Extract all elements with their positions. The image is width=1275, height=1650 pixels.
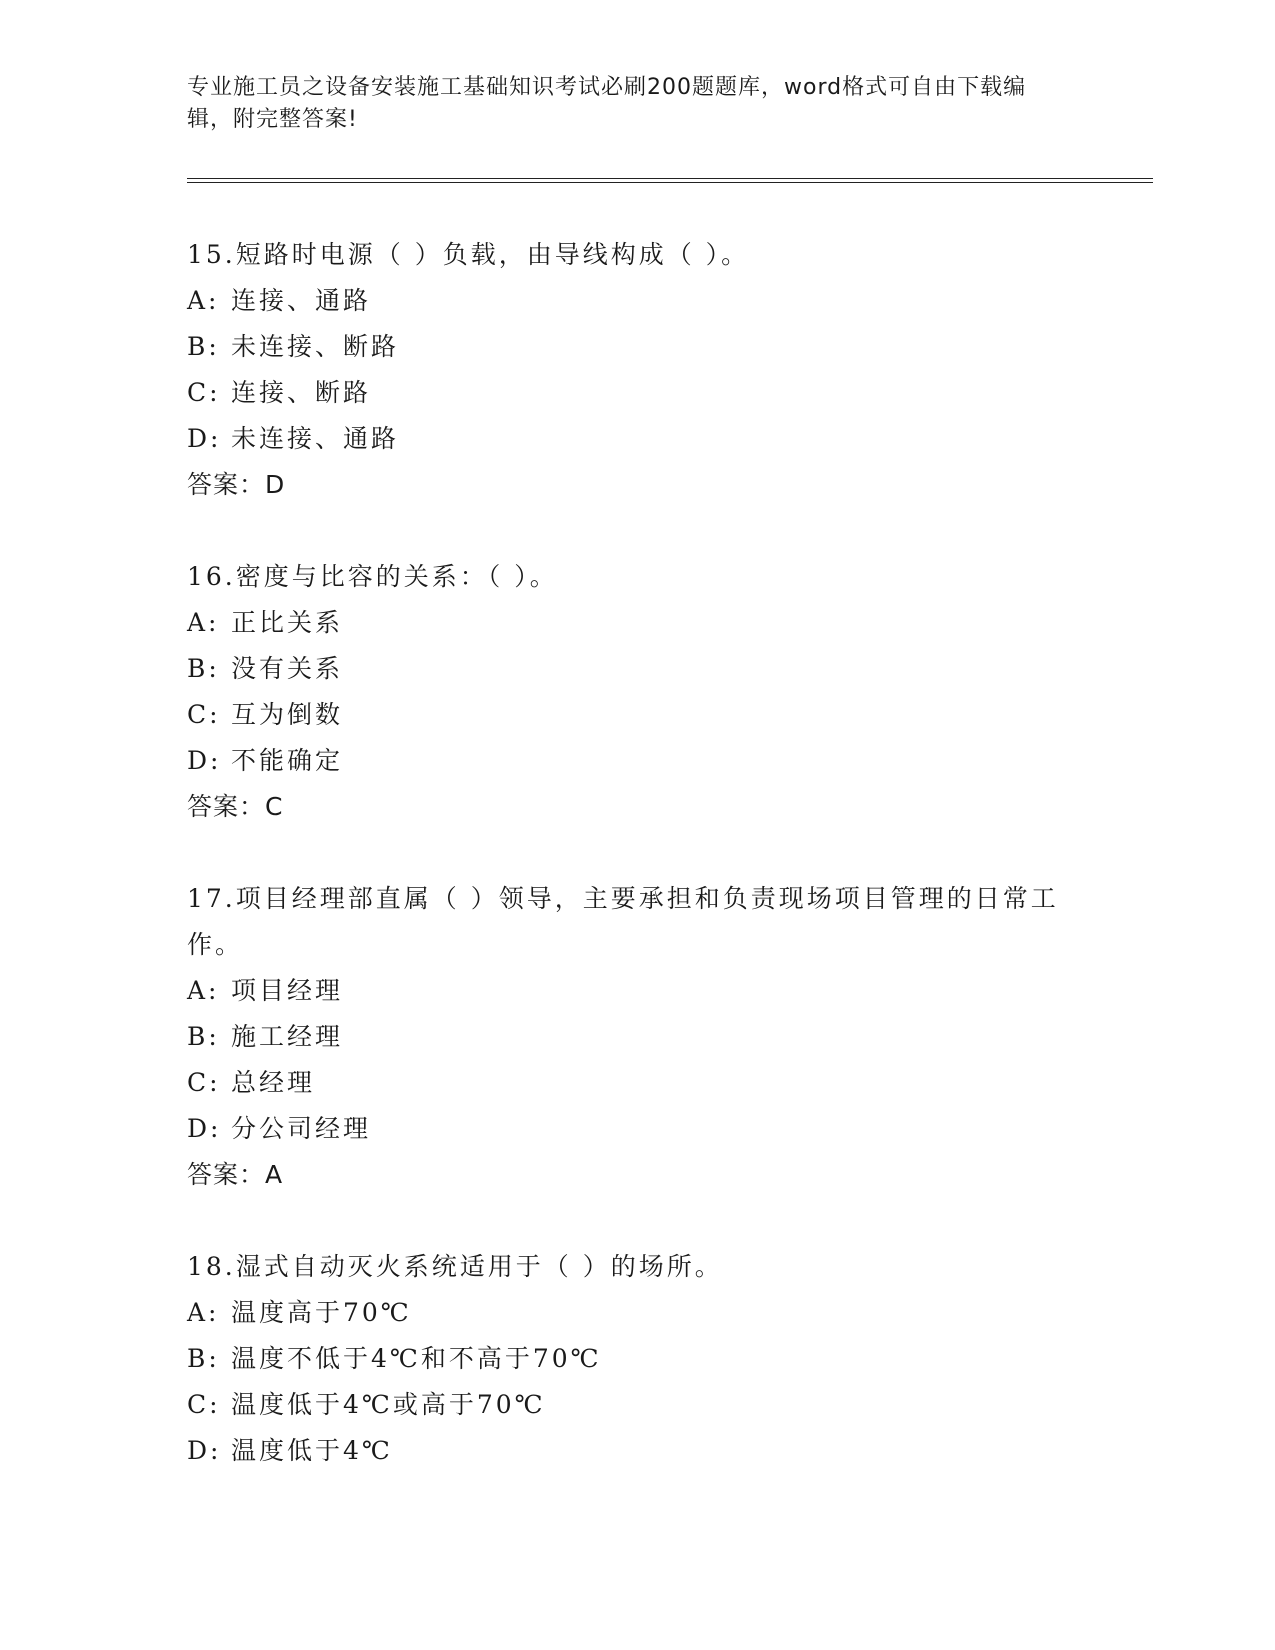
option-letter: C: — [187, 700, 221, 729]
option-a — [187, 600, 1067, 646]
option-d — [187, 1106, 1067, 1152]
question-15 — [187, 232, 1067, 508]
option-b — [187, 324, 1067, 370]
option-a — [187, 968, 1067, 1014]
option-letter: A: — [187, 1298, 220, 1327]
document-header — [187, 72, 1067, 136]
question-17 — [187, 876, 1067, 1198]
header-title: 专业施工员之设备安装施工基础知识考试必刷200题题库，word格式可自由下载编辑，附完整答案! — [187, 75, 1027, 132]
question-list — [187, 232, 1067, 1520]
option-c — [187, 692, 1067, 738]
option-text: 连接、通路 — [231, 286, 372, 315]
option-text: 连接、断路 — [231, 378, 372, 407]
answer-line: 答案：D — [187, 470, 286, 499]
option-letter: C: — [187, 1068, 221, 1097]
option-text: 没有关系 — [231, 654, 344, 683]
option-letter: D: — [187, 1436, 222, 1465]
option-d — [187, 1428, 1067, 1474]
option-text: 未连接、通路 — [231, 424, 400, 453]
header-divider-top — [187, 178, 1153, 179]
question-16 — [187, 554, 1067, 830]
question-stem: 18.湿式自动灭火系统适用于（ ）的场所。 — [187, 1252, 723, 1281]
option-text: 温度高于70℃ — [231, 1298, 412, 1327]
question-stem: 17.项目经理部直属（ ）领导，主要承担和负责现场项目管理的日常工作。 — [187, 884, 1059, 959]
option-text: 分公司经理 — [231, 1114, 372, 1143]
option-text: 不能确定 — [231, 746, 344, 775]
answer-line: 答案：C — [187, 792, 284, 821]
answer-line: 答案：A — [187, 1160, 284, 1189]
option-text: 施工经理 — [231, 1022, 344, 1051]
question-stem: 16.密度与比容的关系：（ ）。 — [187, 562, 558, 591]
option-letter: A: — [187, 976, 220, 1005]
option-c — [187, 1060, 1067, 1106]
option-letter: A: — [187, 286, 220, 315]
option-text: 温度低于4℃或高于70℃ — [231, 1390, 546, 1419]
question-18 — [187, 1244, 1067, 1474]
option-text: 互为倒数 — [231, 700, 344, 729]
option-b — [187, 1014, 1067, 1060]
option-b — [187, 646, 1067, 692]
option-d — [187, 416, 1067, 462]
option-text: 温度低于4℃ — [231, 1436, 393, 1465]
option-letter: C: — [187, 378, 221, 407]
option-c — [187, 370, 1067, 416]
option-letter: B: — [187, 1344, 220, 1373]
option-text: 未连接、断路 — [231, 332, 400, 361]
option-letter: D: — [187, 1114, 222, 1143]
option-letter: C: — [187, 1390, 221, 1419]
option-text: 总经理 — [231, 1068, 316, 1097]
option-letter: B: — [187, 332, 220, 361]
option-text: 温度不低于4℃和不高于70℃ — [231, 1344, 602, 1373]
option-text: 正比关系 — [231, 608, 344, 637]
option-a — [187, 278, 1067, 324]
question-stem: 15.短路时电源（ ）负载，由导线构成（ ）。 — [187, 240, 750, 269]
option-letter: B: — [187, 654, 220, 683]
option-letter: B: — [187, 1022, 220, 1051]
option-b — [187, 1336, 1067, 1382]
header-divider-bottom — [187, 182, 1153, 183]
option-letter: D: — [187, 424, 222, 453]
option-text: 项目经理 — [231, 976, 344, 1005]
option-letter: D: — [187, 746, 222, 775]
option-a — [187, 1290, 1067, 1336]
option-letter: A: — [187, 608, 220, 637]
option-c — [187, 1382, 1067, 1428]
option-d — [187, 738, 1067, 784]
